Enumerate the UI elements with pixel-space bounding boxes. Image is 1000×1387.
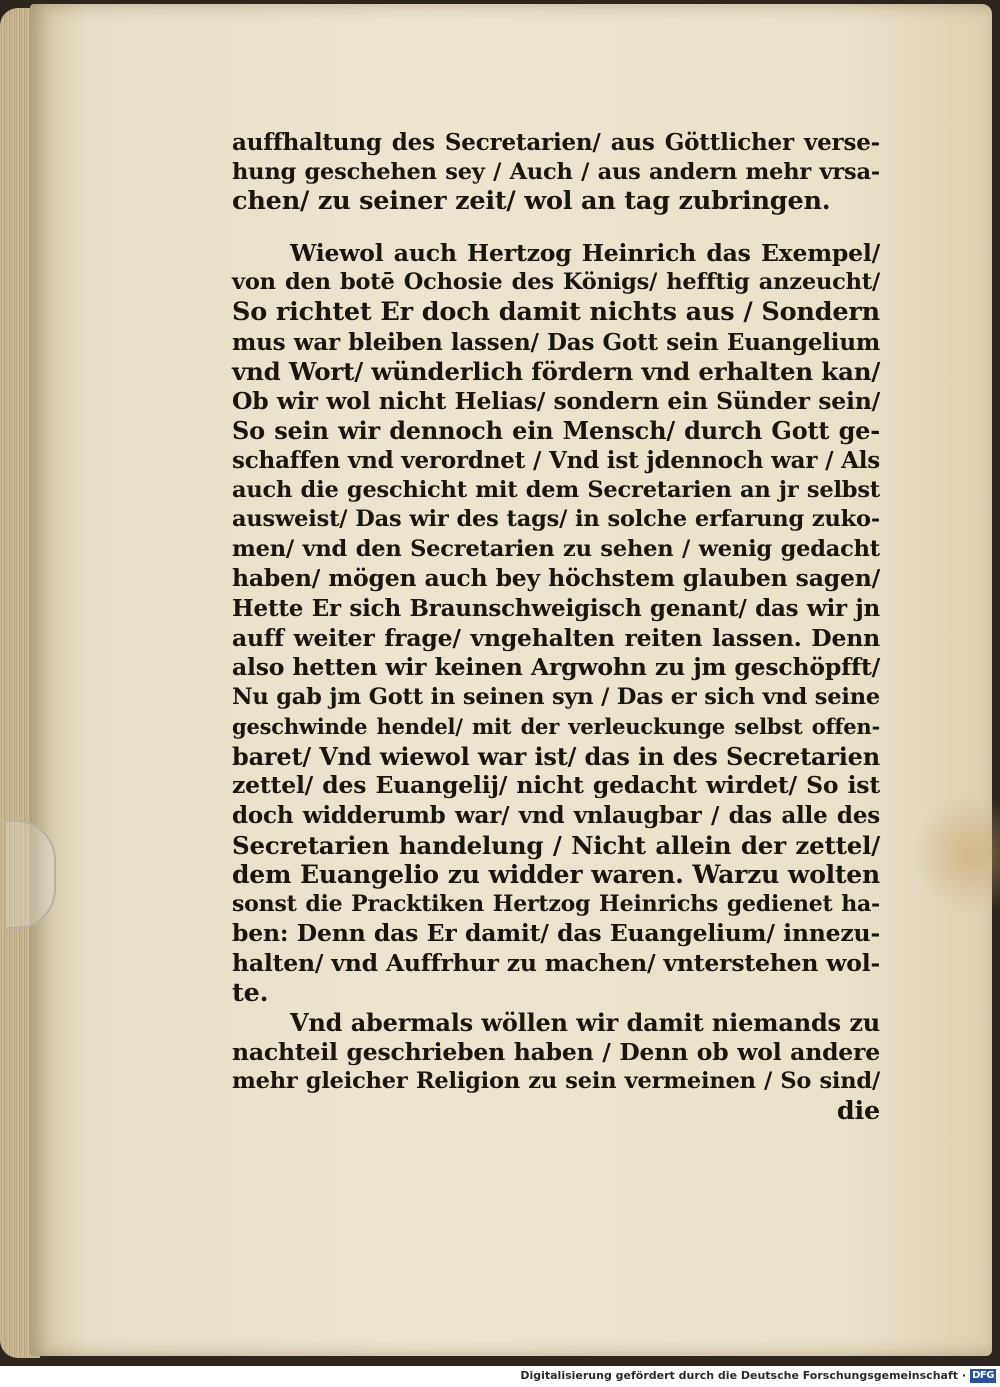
digitization-credit: Digitalisierung gefördert durch die Deutsche Forschungsgemeinschaft · [520, 1369, 966, 1382]
text-line: mus war bleiben lassen/ Das Gott sein Euangelium [232, 328, 880, 356]
text-line: Ob wir wol nicht Helias/ sondern ein Sünder sein/ [232, 386, 880, 415]
text-line: doch widderumb war/ vnd vnlaugbar / das alle des [232, 802, 880, 830]
text-line: ben: Denn das Er damit/ das Euangelium/ innezu- [232, 919, 880, 948]
text-line: nachteil geschrieben haben / Denn ob wol andere [232, 1037, 880, 1066]
text-line: men/ vnd den Secretarien zu sehen / wenig gedacht [232, 535, 880, 562]
text-line: mehr gleicher Religion zu sein vermeinen / So sind/ [232, 1068, 880, 1095]
text-line: geschwinde hendel/ mit der verleuckunge selbst offen- [232, 714, 880, 740]
text-line: also hetten wir keinen Argwohn zu jm geschöpfft/ [232, 653, 880, 682]
text-line: von den botē Ochosie des Königs/ hefftig anzeucht/ [232, 269, 880, 296]
page-text [232, 128, 880, 1127]
dfg-logo: DFG [970, 1369, 996, 1383]
text-line: Hette Er sich Braunschweigisch genant/ das wir jn [232, 594, 880, 622]
text-line: schaffen vnd verordnet / Vnd ist jdennoch war / Als [232, 446, 881, 474]
text-line: halten/ vnd Auffrhur zu machen/ vnterstehen wol- [232, 949, 881, 978]
text-line: chen/ zu seiner zeit/ wol an tag zubringen. [232, 186, 831, 217]
text-line: hung geschehen sey / Auch / aus andern mehr vrsa- [232, 158, 880, 185]
water-stain [910, 794, 1000, 914]
footer-bar [0, 1366, 1000, 1387]
text-line: baret/ Vnd wiewol war ist/ das in des Secretarien [232, 741, 880, 771]
text-line: dem Euangelio zu widder waren. Warzu wolten [232, 860, 880, 890]
text-line: sonst die Pracktiken Hertzog Heinrichs gedienet ha- [232, 890, 880, 917]
text-line: Secretarien handelung / Nicht allein der zettel/ [232, 830, 880, 860]
text-line: auffhaltung des Secretarien/ aus Göttlicher verse- [232, 129, 880, 156]
text-line: zettel/ des Euangelij/ nicht gedacht wirdet/ So ist [232, 771, 880, 800]
text-line: te. [232, 977, 269, 1008]
text-line: Wiewol auch Hertzog Heinrich das Exempel/ [290, 238, 880, 267]
text-line: auch die geschicht mit dem Secretarien an jr selbst [232, 476, 880, 503]
text-line: So sein wir dennoch ein Mensch/ durch Gott ge- [232, 416, 880, 446]
text-line: Vnd abermals wöllen wir damit niemands zu [290, 1008, 880, 1038]
text-line: ausweist/ Das wir des tags/ in solche erfarung zuko- [232, 506, 880, 533]
text-line: vnd Wort/ wünderlich fördern vnd erhalten kan/ [232, 357, 881, 387]
text-line: So richtet Er doch damit nichts aus / Sondern [232, 296, 880, 327]
text-line: haben/ mögen auch bey höchstem glauben sagen/ [232, 564, 880, 593]
catchword: die [836, 1096, 880, 1126]
text-line: Nu gab jm Gott in seinen syn / Das er sich vnd seine [232, 683, 880, 710]
text-line: auff weiter frage/ vngehalten reiten lassen. Denn [232, 623, 880, 652]
